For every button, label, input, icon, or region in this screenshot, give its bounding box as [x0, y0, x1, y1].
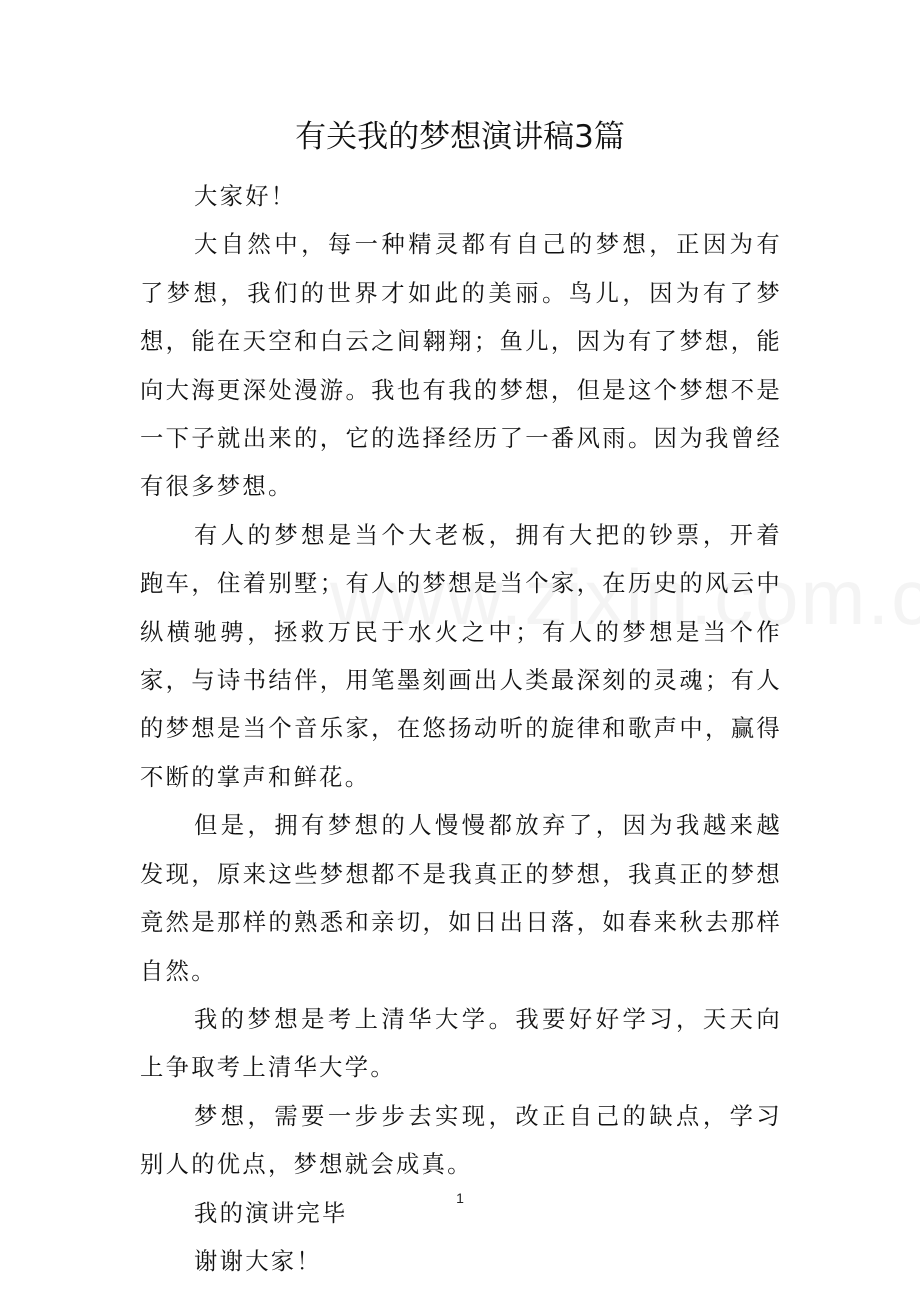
paragraph-others-dreams: 有人的梦想是当个大老板，拥有大把的钞票，开着跑车，住着别墅；有人的梦想是当个家，在历史的风云中纵横驰骋，拯救万民于水火之中；有人的梦想是当个作家，与诗书结伴，用笔墨刻画出人类最深刻的灵魂；有人的梦想是当个音乐家，在悠扬动听的旋律和歌声中，赢得不断的掌声和鲜花。	[140, 521, 782, 791]
paragraph-greeting: 大家好！	[194, 183, 297, 210]
paragraph-speech-end: 我的演讲完毕	[194, 1199, 348, 1227]
paragraph-true-dream: 但是，拥有梦想的人慢慢都放弃了，因为我越来越发现，原来这些梦想都不是我真正的梦想，我真正的梦想竟然是那样的熟悉和亲切，如日出日落，如春来秋去那样自然。	[140, 812, 782, 985]
paragraph-my-dream: 我的梦想是考上清华大学。我要好好学习，天天向上争取考上清华大学。	[140, 1005, 782, 1082]
paragraph-nature-dreams: 大自然中，每一种精灵都有自己的梦想，正因为有了梦想，我们的世界才如此的美丽。鸟儿，因为有了梦想，能在天空和白云之间翱翔；鱼儿，因为有了梦想，能向大海更深处漫游。我也有我的梦想，但是这个梦想不是一下子就出来的，它的选择经历了一番风雨。因为我曾经有很多梦想。	[140, 231, 782, 501]
document-body	[140, 173, 782, 1286]
document-title: 有关我的梦想演讲稿3篇	[295, 119, 625, 155]
page-number: 1	[456, 1190, 464, 1206]
paragraph-thanks: 谢谢大家！	[194, 1247, 322, 1275]
paragraph-achieve-dream: 梦想，需要一步步去实现，改正自己的缺点，学习别人的优点，梦想就会成真。	[140, 1102, 782, 1179]
